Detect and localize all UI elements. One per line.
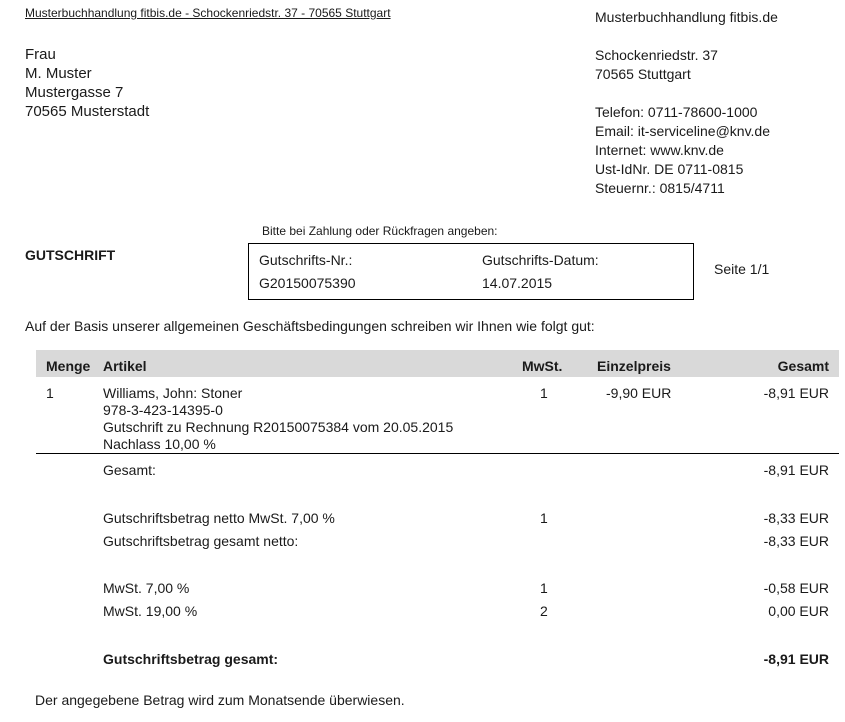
- item-title: Williams, John: Stoner: [103, 385, 243, 401]
- company-city: 70565 Stuttgart: [595, 66, 691, 82]
- contact-vat-id: Ust-IdNr. DE 0711-0815: [595, 161, 744, 177]
- recipient-salutation: Frau: [25, 46, 56, 63]
- credit-number: G20150075390: [259, 275, 356, 291]
- grand-total-label: Gutschriftsbetrag gesamt:: [103, 651, 279, 667]
- net-vat-code: 1: [540, 510, 548, 526]
- item-vat: 1: [540, 385, 548, 401]
- vat19-label: MwSt. 19,00 %: [103, 603, 198, 619]
- net-vat-label: Gutschriftsbetrag netto MwSt. 7,00 %: [103, 510, 335, 526]
- vat19-code: 2: [540, 603, 548, 619]
- company-street: Schockenriedstr. 37: [595, 47, 718, 63]
- header-unit-price: Einzelpreis: [597, 358, 671, 374]
- vat7-value: -0,58 EUR: [763, 580, 829, 596]
- table-header-bar: [36, 350, 839, 377]
- credit-date-label: Gutschrifts-Datum:: [482, 252, 599, 268]
- table-separator: [36, 453, 839, 454]
- item-qty: 1: [46, 385, 54, 401]
- company-name: Musterbuchhandlung fitbis.de: [595, 9, 778, 25]
- item-discount: Nachlass 10,00 %: [103, 436, 216, 452]
- recipient-city: 70565 Musterstadt: [25, 103, 150, 120]
- subtotal-value: -8,91 EUR: [763, 462, 829, 478]
- net-total-value: -8,33 EUR: [763, 533, 829, 549]
- contact-email: Email: it-serviceline@knv.de: [595, 123, 771, 139]
- credit-number-label: Gutschrifts-Nr.:: [259, 252, 353, 268]
- recipient-street: Mustergasse 7: [25, 84, 124, 101]
- subtotal-label: Gesamt:: [103, 462, 156, 478]
- reference-box: [248, 243, 694, 300]
- item-invoice-ref: Gutschrift zu Rechnung R20150075384 vom 20.05.2015: [103, 419, 454, 435]
- contact-website: Internet: www.knv.de: [595, 142, 724, 158]
- grand-total-value: -8,91 EUR: [763, 651, 829, 667]
- vat7-code: 1: [540, 580, 548, 596]
- reference-hint: Bitte bei Zahlung oder Rückfragen angeben:: [262, 224, 498, 238]
- contact-tax-number: Steuernr.: 0815/4711: [595, 180, 725, 196]
- header-total: Gesamt: [777, 358, 829, 374]
- net-total-label: Gutschriftsbetrag gesamt netto:: [103, 533, 299, 549]
- vat7-label: MwSt. 7,00 %: [103, 580, 190, 596]
- vat19-value: 0,00 EUR: [768, 603, 829, 619]
- item-total: -8,91 EUR: [763, 385, 829, 401]
- recipient-address: [25, 45, 149, 121]
- contact-phone: Telefon: 0711-78600-1000: [595, 104, 758, 120]
- header-vat: MwSt.: [522, 358, 563, 374]
- credit-date: 14.07.2015: [482, 275, 553, 291]
- recipient-name: M. Muster: [25, 65, 92, 82]
- company-address: [595, 46, 718, 84]
- company-contact: [595, 103, 770, 198]
- document-title: GUTSCHRIFT: [25, 247, 116, 263]
- item-unit-price: -9,90 EUR: [606, 385, 672, 401]
- header-qty: Menge: [46, 358, 91, 374]
- intro-text: Auf der Basis unserer allgemeinen Geschäftsbedingungen schreiben wir Ihnen wie folgt gut:: [25, 318, 595, 334]
- page-number: Seite 1/1: [714, 261, 770, 277]
- net-vat-value: -8,33 EUR: [763, 510, 829, 526]
- footer-note: Der angegebene Betrag wird zum Monatsende überwiesen.: [35, 692, 405, 708]
- header-article: Artikel: [103, 358, 147, 374]
- item-isbn: 978-3-423-14395-0: [103, 402, 223, 418]
- sender-return-address: Musterbuchhandlung fitbis.de - Schockenriedstr. 37 - 70565 Stuttgart: [25, 6, 391, 20]
- item-description: [103, 385, 453, 453]
